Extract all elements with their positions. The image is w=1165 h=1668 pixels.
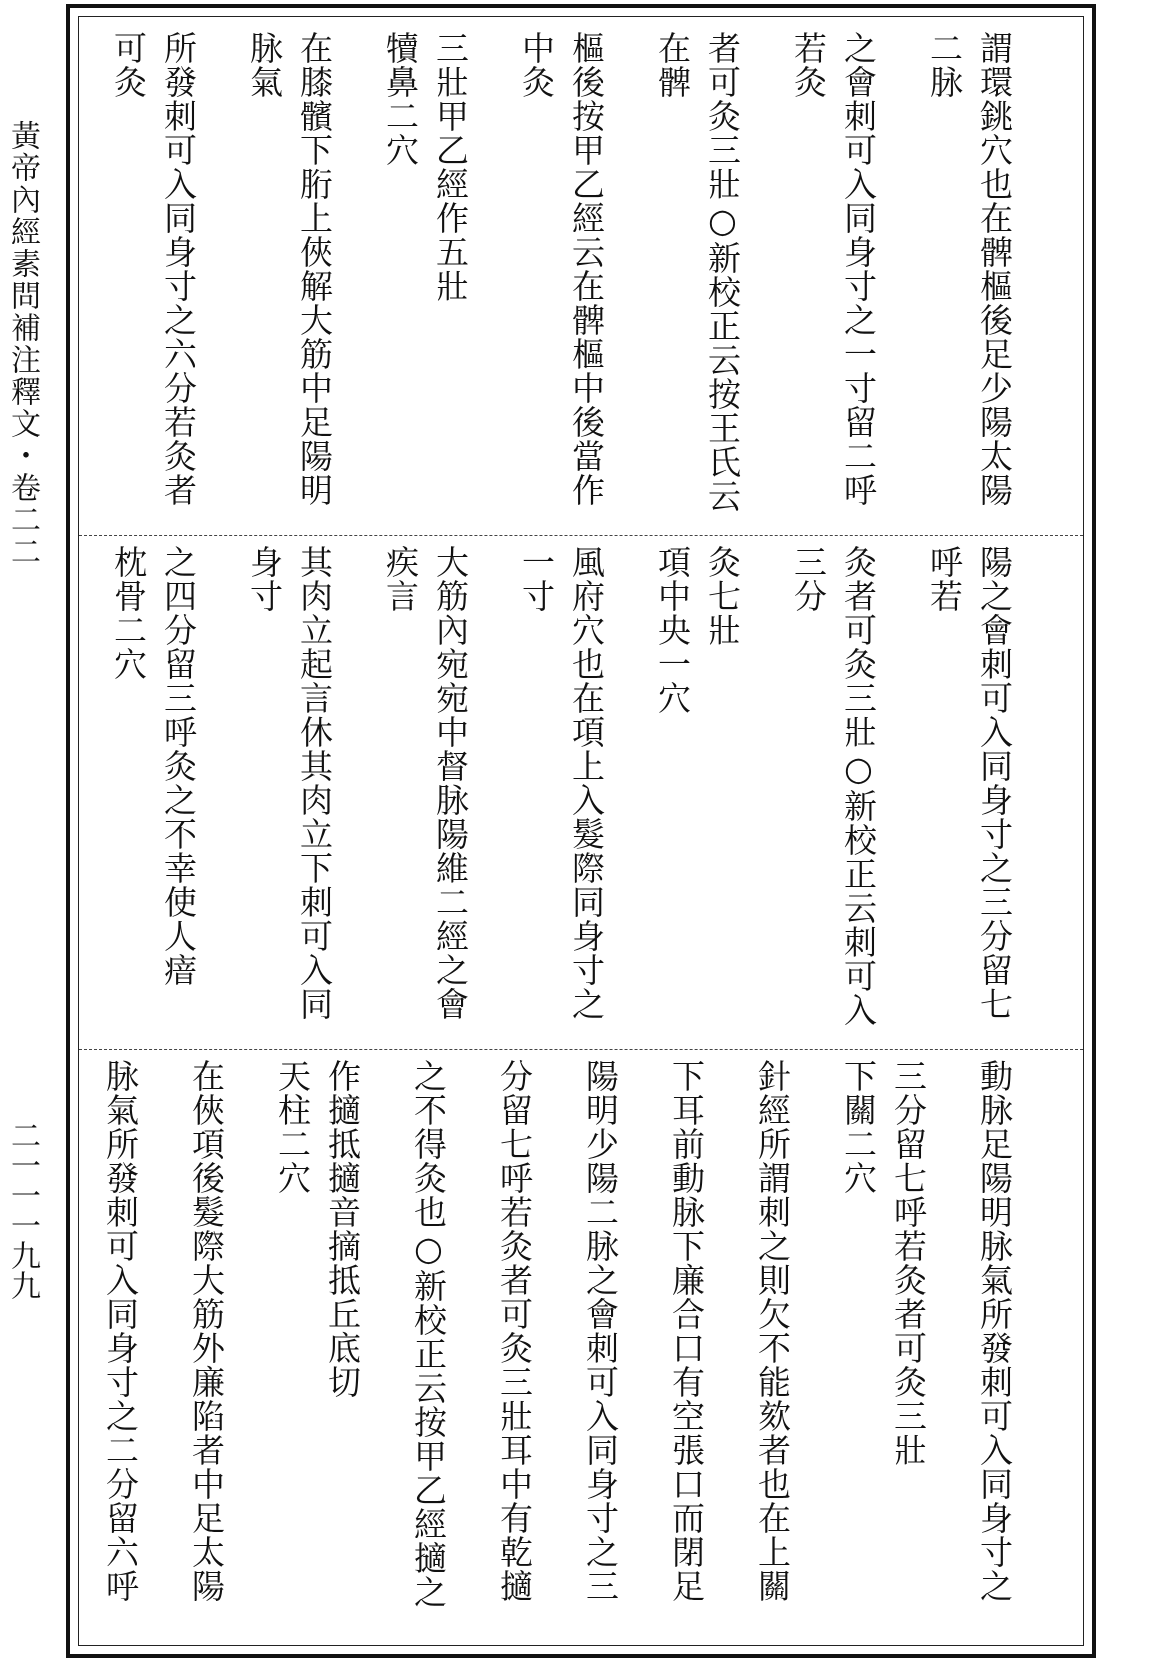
heading-column: 犢鼻二穴 <box>381 31 420 167</box>
text-column: 三壯甲乙經作五壯 <box>431 31 470 303</box>
text-band-top <box>99 31 1055 527</box>
text-column: 分留七呼若灸者可灸三壯耳中有乾擿 <box>495 1059 534 1603</box>
text-column: 陽明少陽二脉之會刺可入同身寸之三 <box>581 1059 620 1603</box>
text-column: 樞後按甲乙經云在髀樞中後當作中灸 <box>517 31 606 507</box>
text-column: 在俠項後髮際大筋外廉陷者中足太陽 <box>187 1059 226 1603</box>
band-divider-2 <box>79 1049 1083 1050</box>
text-column: 者可灸三壯○新校正云按王氏云在髀 <box>653 31 742 513</box>
text-column: 謂環銚穴也在髀樞後足少陽太陽二脉 <box>925 31 1014 507</box>
text-column: 陽之會刺可入同身寸之三分留七呼若 <box>925 545 1014 1021</box>
text-column: 其肉立起言休其肉立下刺可入同身寸 <box>245 545 334 1021</box>
text-column: 風府穴也在項上入髮際同身寸之一寸 <box>517 545 606 1021</box>
running-head-title: 黃帝內經素問補注釋文・卷二二 <box>5 120 40 568</box>
text-column: 作擿抵擿音摘抵丘底切 <box>323 1059 362 1399</box>
heading-column: 項中央一穴 <box>653 545 692 715</box>
page-frame-inner <box>78 16 1084 1646</box>
text-column: 脉氣所發刺可入同身寸之二分留六呼 <box>101 1059 140 1603</box>
text-column: 大筋內宛宛中督脉陽維二經之會疾言 <box>381 545 470 1021</box>
band-divider-1 <box>79 535 1083 536</box>
text-band-middle <box>99 545 1055 1041</box>
page-number: 二一一一九九 <box>5 1120 40 1300</box>
heading-column: 天柱二穴 <box>273 1059 312 1195</box>
text-column: 灸七壯 <box>703 545 742 647</box>
text-band-bottom <box>99 1059 1055 1649</box>
heading-column: 下關二穴 <box>839 1059 878 1195</box>
text-column: 下耳前動脉下廉合口有空張口而閉足 <box>667 1059 706 1603</box>
text-column: 針經所謂刺之則欠不能欬者也在上關 <box>753 1059 792 1603</box>
text-column: 之四分留三呼灸之不幸使人瘖 <box>159 545 198 987</box>
page-frame <box>66 4 1096 1658</box>
text-column: 動脉足陽明脉氣所發刺可入同身寸之 <box>975 1059 1014 1603</box>
text-column: 灸者可灸三壯○新校正云刺可入三分 <box>789 545 878 1027</box>
text-column: 所發刺可入同身寸之六分若灸者可灸 <box>109 31 198 507</box>
heading-column: 枕骨二穴 <box>109 545 148 681</box>
text-column: 三分留七呼若灸者可灸三壯 <box>889 1059 928 1467</box>
text-column: 之不得灸也○新校正云按甲乙經擿之 <box>409 1059 448 1609</box>
text-column: 之會刺可入同身寸之一寸留二呼若灸 <box>789 31 878 507</box>
text-column: 在膝髕下胻上俠解大筋中足陽明脉氣 <box>245 31 334 507</box>
